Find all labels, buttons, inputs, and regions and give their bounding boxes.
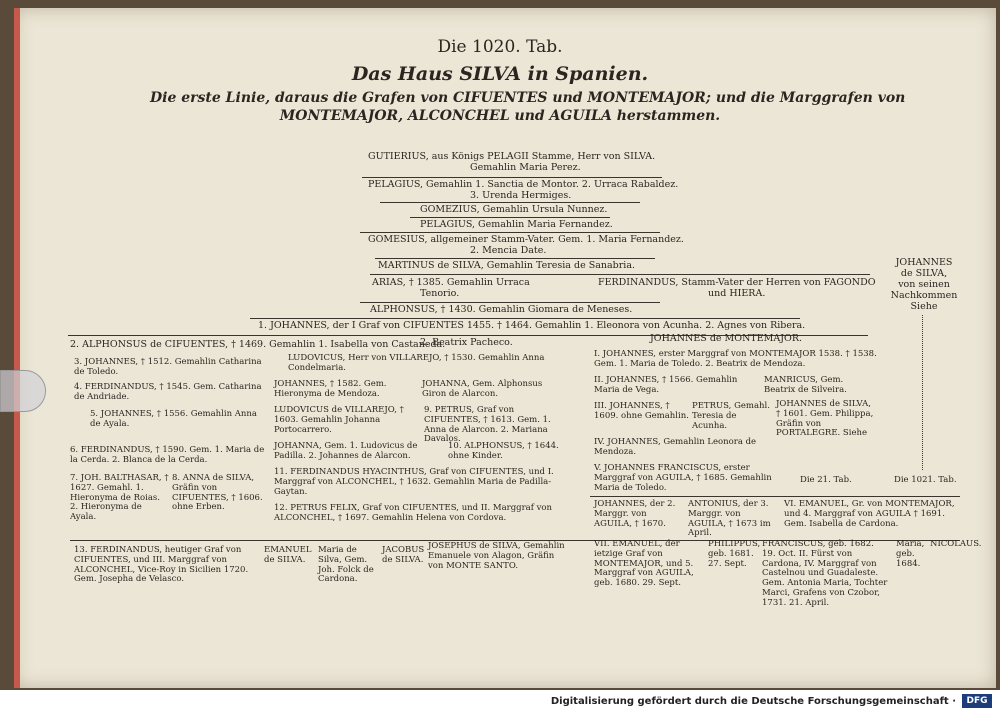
footer-bar bbox=[0, 690, 1000, 713]
dotted-connector bbox=[922, 315, 923, 470]
trunk-line bbox=[370, 274, 870, 275]
trunk-line bbox=[410, 217, 610, 218]
subtitle-line-1: Die erste Linie, daraus die Grafen von CIFUENTES und MONTEMAJOR; und die Marggrafen von bbox=[150, 90, 906, 106]
gutierius-spouse: Gemahlin Maria Perez. bbox=[470, 162, 581, 173]
side-note-line: Siehe bbox=[910, 301, 938, 312]
martinus-entry: MARTINUS de SILVA, Gemahlin Teresia de Sanabria. bbox=[378, 260, 636, 271]
middle-branch-entry: JOHANNA, Gem. Alphonsus Giron de Alarcon. bbox=[422, 379, 543, 399]
red-page-edge bbox=[14, 8, 20, 688]
right-branch-entry: JOHANNES de MONTEMAJOR. bbox=[650, 333, 803, 344]
right-branch-entry: I. JOHANNES, erster Marggraf von MONTEMAJOR 1538. † 1538. Gem. 1. Maria de Toledo. 2. Beatrix de Mendoza. bbox=[594, 349, 877, 369]
right-branch-entry: JOHANNES de SILVA, † 1601. Gem. Philippa, Gräfin von PORTALEGRE. Siehe bbox=[776, 399, 874, 439]
page-title: Das Haus SILVA in Spanien. bbox=[351, 63, 649, 85]
gomesius-entry: GOMESIUS, allgemeiner Stamm-Vater. Gem. 1. Maria Fernandez. bbox=[368, 234, 684, 245]
middle-branch-entry: 9. PETRUS, Graf von CIFUENTES, † 1613. Gem. 1. Anna de Alarcon. 2. Mariana Davalos. bbox=[424, 405, 551, 445]
trunk-line bbox=[250, 318, 800, 319]
bottom-row-entry: NICOLAUS. bbox=[930, 539, 982, 549]
trunk-line bbox=[360, 232, 660, 233]
bottom-row-entry: EMANUEL de SILVA. bbox=[264, 545, 312, 565]
right-branch-entry: PETRUS, Gemahl. Teresia de Acunha. bbox=[692, 401, 770, 431]
right-branch-entry: MANRICUS, Gem. Beatrix de Silveira. bbox=[764, 375, 847, 395]
right-branch-entry: JOHANNES, der 2. Marggr. von AGUILA, † 1670. bbox=[594, 499, 676, 529]
right-branch-entry: ANTONIUS, der 3. Marggr. von AGUILA, † 1673 im April. bbox=[688, 499, 771, 539]
left-branch-entry: 8. ANNA de SILVA, Gräfin von CIFUENTES, † 1606. ohne Erben. bbox=[172, 473, 263, 513]
pelagius-b-entry: PELAGIUS, Gemahlin Maria Fernandez. bbox=[420, 219, 613, 230]
gomesius-spouse2: 2. Mencia Date. bbox=[470, 245, 547, 256]
middle-branch-entry: JOHANNA, Gem. 1. Ludovicus de Padilla. 2. Johannes de Alarcon. bbox=[274, 441, 418, 461]
middle-branch-entry: 11. FERDINANDUS HYACINTHUS, Graf von CIFUENTES, und I. Marggraf von ALCONCHEL, † 1632. Gemahlin Maria de Padilla-Gaytan. bbox=[274, 467, 554, 497]
dfg-logo: DFG bbox=[962, 694, 992, 708]
side-note-line: von seinen bbox=[898, 279, 950, 290]
table-number: Die 1020. Tab. bbox=[437, 37, 563, 57]
right-branch-entry: III. JOHANNES, † 1609. ohne Gemahlin. bbox=[594, 401, 689, 421]
pelagius-spouse3: 3. Urenda Hermiges. bbox=[470, 190, 572, 201]
left-branch-entry: 4. FERDINANDUS, † 1545. Gem. Catharina de Andriade. bbox=[74, 382, 262, 402]
gutierius-entry: GUTIERIUS, aus Königs PELAGII Stamme, Herr von SILVA. bbox=[368, 151, 656, 162]
bottom-row-entry: Maria, geb. 1684. bbox=[896, 539, 925, 569]
right-branch-entry: II. JOHANNES, † 1566. Gemahlin Maria de Vega. bbox=[594, 375, 738, 395]
funding-notice: Digitalisierung gefördert durch die Deutsche Forschungsgemeinschaft · bbox=[550, 696, 956, 707]
trunk-line bbox=[360, 302, 660, 303]
trunk-line bbox=[362, 177, 662, 178]
side-note-line: Nachkommen bbox=[890, 290, 958, 301]
middle-branch-entry: 12. PETRUS FELIX, Graf von CIFUENTES, und II. Marggraf von ALCONCHEL, † 1697. Gemahlin Helena von Cordova. bbox=[274, 503, 552, 523]
arias-entry: ARIAS, † 1385. Gemahlin Urraca bbox=[372, 277, 530, 288]
trunk-line bbox=[380, 202, 640, 203]
ferdinandus-entry: FERDINANDUS, Stamm-Vater der Herren von FAGONDO bbox=[598, 277, 876, 288]
cross-reference: Die 1021. Tab. bbox=[894, 475, 957, 485]
side-note-line: JOHANNES bbox=[895, 257, 953, 268]
arias-spouse: Tenorio. bbox=[420, 288, 460, 299]
bottom-row-entry: VII. EMANUEL, der ietzige Graf von MONTEMAJOR, und 5. Marggraf von AGUILA, geb. 1680. 29. Sept. bbox=[594, 539, 694, 589]
bottom-row-entry: JOSEPHUS de SILVA, Gemahlin Emanuele von Alagon, Gräfin von MONTE SANTO. bbox=[428, 541, 565, 571]
right-branch-entry: V. JOHANNES FRANCISCUS, erster Marggraf von AGUILA, † 1685. Gemahlin Maria de Toledo. bbox=[594, 463, 772, 493]
bottom-row-entry: Maria de Silva, Gem. Joh. Folck de Cardona. bbox=[318, 545, 374, 585]
left-branch-entry: 2. ALPHONSUS de CIFUENTES, † 1469. Gemahlin 1. Isabella von Castaneda. bbox=[70, 339, 446, 350]
middle-branch-entry: 10. ALPHONSUS, † 1644. ohne Kinder. bbox=[448, 441, 559, 461]
middle-branch-entry: LUDOVICUS de VILLAREJO, † 1603. Gemahlin Johanna Portocarrero. bbox=[274, 405, 404, 435]
subtitle-line-2: MONTEMAJOR, ALCONCHEL und AGUILA herstammen. bbox=[279, 108, 721, 124]
cross-reference: Die 21. Tab. bbox=[800, 475, 852, 485]
left-branch-entry: 6. FERDINANDUS, † 1590. Gem. 1. Maria de la Cerda. 2. Blanca de la Cerda. bbox=[70, 445, 265, 465]
bottom-row-entry: FRANCISCUS, geb. 1682. 19. Oct. II. Fürst von Cardona, IV. Marggraf von Castelnou und Guadaleste. Gem. Antonia Maria, Tochter Marci, Grafens von Czobor, 1731. 21. April. bbox=[762, 539, 888, 608]
left-branch-entry: 7. JOH. BALTHASAR, † 1627. Gemahl. 1. Hieronyma de Roias. 2. Hieronyma de Ayala. bbox=[70, 473, 169, 523]
pelagius-entry: PELAGIUS, Gemahlin 1. Sanctia de Montor. 2. Urraca Rabaldez. bbox=[368, 179, 679, 190]
left-branch-entry: 5. JOHANNES, † 1556. Gemahlin Anna de Ayala. bbox=[90, 409, 257, 429]
bottom-row-entry: 13. FERDINANDUS, heutiger Graf von CIFUENTES, und III. Marggraf von ALCONCHEL, Vice-Roy in Sicilien 1720. Gem. Josepha de Velasco. bbox=[74, 545, 249, 585]
middle-branch-entry: JOHANNES, † 1582. Gem. Hieronyma de Mendoza. bbox=[274, 379, 387, 399]
side-note-line: de SILVA, bbox=[900, 268, 948, 279]
branch-line bbox=[590, 496, 960, 497]
trunk-line bbox=[375, 258, 655, 259]
bottom-row-entry: JACOBUS de SILVA. bbox=[382, 545, 425, 565]
middle-branch-entry: LUDOVICUS, Herr von VILLAREJO, † 1530. Gemahlin Anna Condelmaria. bbox=[288, 353, 545, 373]
ferdinandus-line2: und HIERA. bbox=[708, 288, 766, 299]
johannes-count-spouse3: 2. Beatrix Pacheco. bbox=[420, 337, 513, 348]
right-branch-entry: VI. EMANUEL, Gr. von MONTEMAJOR, und 4. Marggraf von AGUILA † 1691. Gem. Isabella de Cardona. bbox=[784, 499, 955, 529]
page-clip bbox=[0, 370, 46, 412]
right-branch-entry: IV. JOHANNES, Gemahlin Leonora de Mendoza. bbox=[594, 437, 757, 457]
johannes-count-entry: 1. JOHANNES, der I Graf von CIFUENTES 1455. † 1464. Gemahlin 1. Eleonora von Acunha. 2. Agnes von Ribera. bbox=[258, 320, 806, 331]
left-branch-entry: 3. JOHANNES, † 1512. Gemahlin Catharina de Toledo. bbox=[74, 357, 262, 377]
alphonsus-entry: ALPHONSUS, † 1430. Gemahlin Giomara de Meneses. bbox=[370, 304, 633, 315]
bottom-row-entry: PHILIPPUS, geb. 1681. 27. Sept. bbox=[708, 539, 761, 569]
gomezius-entry: GOMEZIUS, Gemahlin Ursula Nunnez. bbox=[420, 204, 608, 215]
